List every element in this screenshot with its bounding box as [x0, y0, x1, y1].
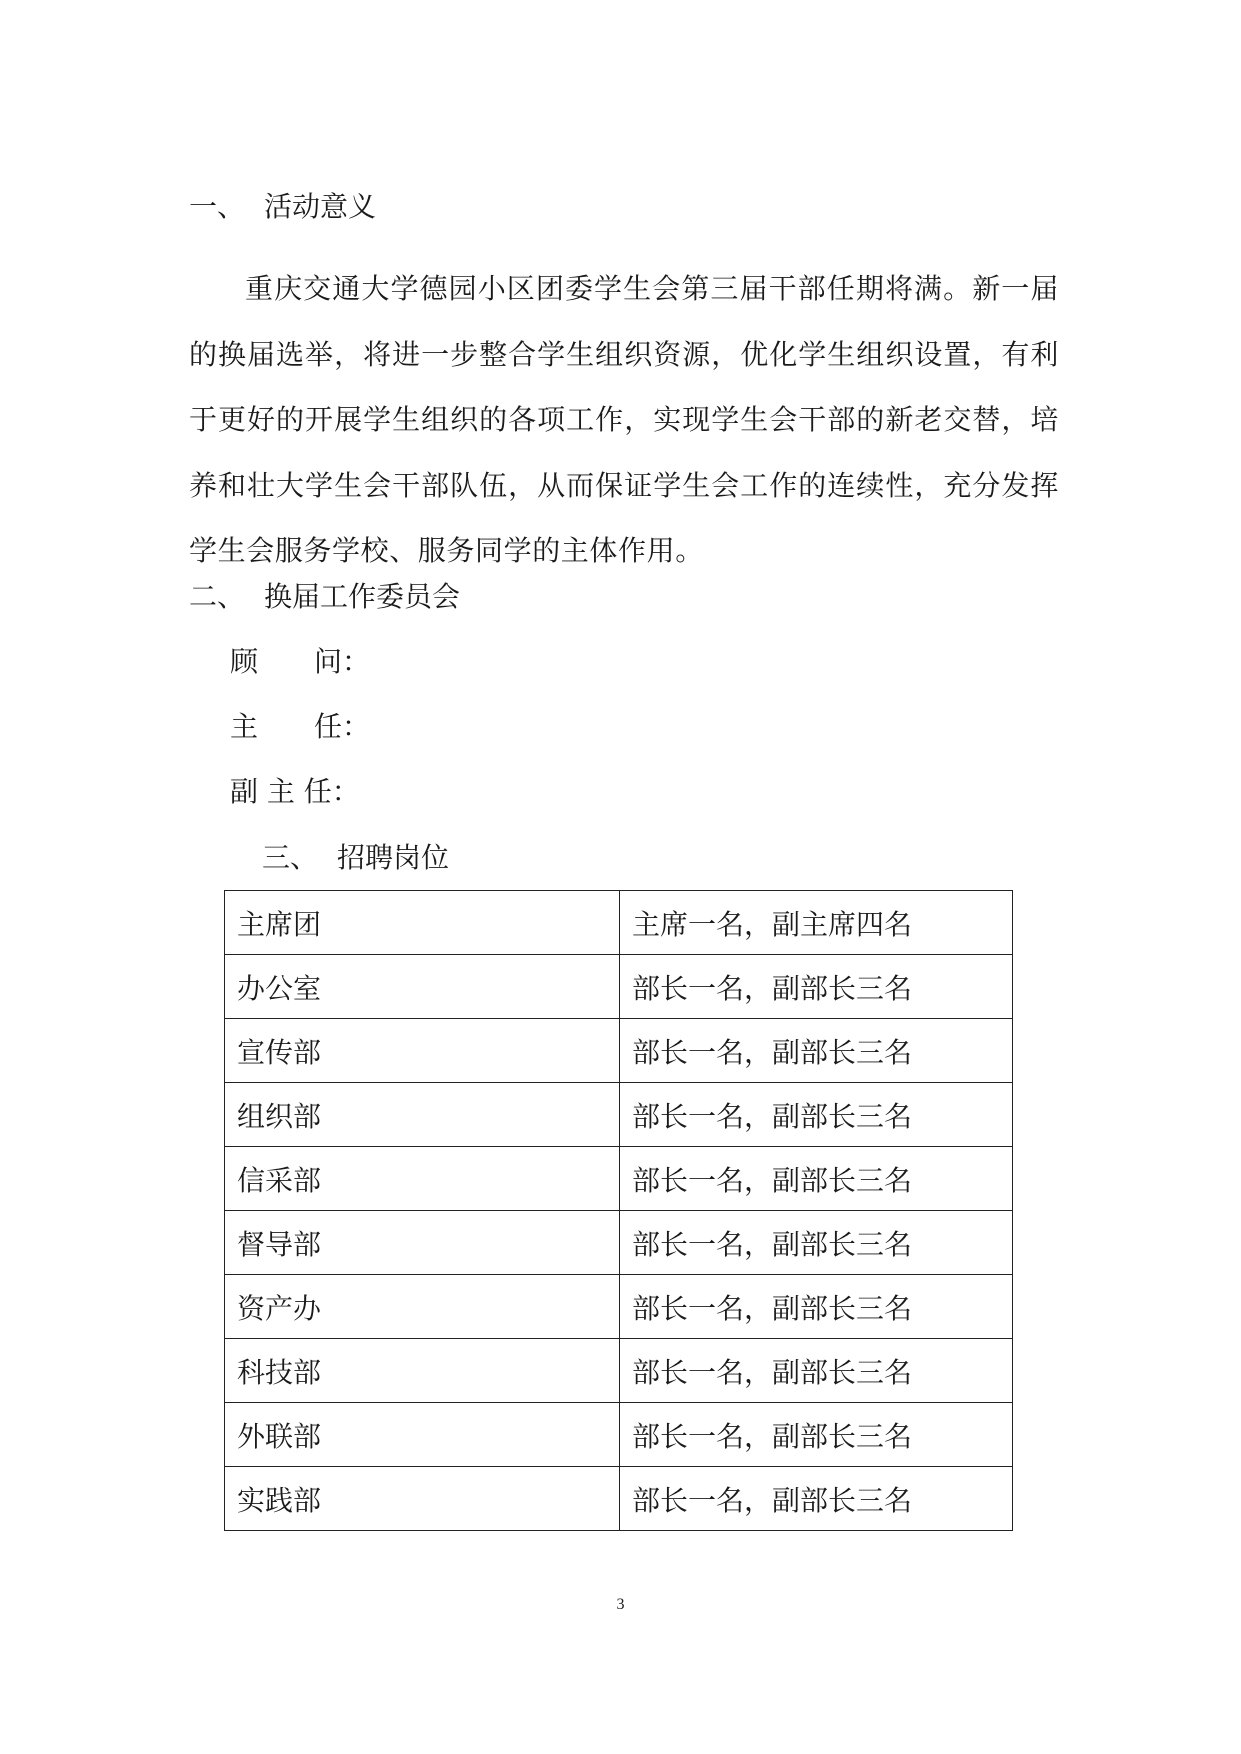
positions-cell: 部长一名，副部长三名 [620, 1147, 1013, 1211]
committee-advisor: 顾 问： [230, 645, 371, 678]
section-title: 换届工作委员会 [264, 580, 461, 613]
table-row [225, 1403, 1013, 1467]
positions-cell: 主席一名，副主席四名 [620, 891, 1013, 955]
section-title: 招聘岗位 [337, 841, 450, 874]
section-heading-3 [262, 841, 449, 875]
table-row [225, 891, 1013, 955]
body-paragraph: 重庆交通大学德园小区团委学生会第三届干部任期将满。新一届的换届选举，将进一步整合学生组织资源，优化学生组织设置，有利于更好的开展学生组织的各项工作，实现学生会干部的新老交替，培养和壮大学生会干部队伍，从而保证学生会工作的连续性，充分发挥学生会服务学校、服务同学的主体作用。 [189, 272, 1059, 567]
positions-cell: 部长一名，副部长三名 [620, 955, 1013, 1019]
section-number: 三、 [262, 841, 319, 874]
department-cell: 信采部 [225, 1147, 620, 1211]
department-cell: 组织部 [225, 1083, 620, 1147]
section-heading-2 [189, 580, 460, 614]
table-row [225, 1211, 1013, 1275]
positions-cell: 部长一名，副部长三名 [620, 1019, 1013, 1083]
positions-table [224, 890, 1013, 1531]
committee-deputy-director: 副 主 任： [230, 775, 360, 808]
positions-cell: 部长一名，副部长三名 [620, 1083, 1013, 1147]
section-title: 活动意义 [264, 190, 377, 223]
department-cell: 宣传部 [225, 1019, 620, 1083]
department-cell: 主席团 [225, 891, 620, 955]
table-row [225, 1147, 1013, 1211]
section-number: 二、 [189, 580, 246, 613]
positions-cell: 部长一名，副部长三名 [620, 1275, 1013, 1339]
table-row [225, 1467, 1013, 1531]
table-row [225, 1019, 1013, 1083]
positions-cell: 部长一名，副部长三名 [620, 1403, 1013, 1467]
page-number: 3 [616, 1596, 625, 1613]
department-cell: 科技部 [225, 1339, 620, 1403]
section-heading-1 [189, 190, 376, 224]
table-row [225, 1275, 1013, 1339]
section-number: 一、 [189, 190, 246, 223]
table-row [225, 1339, 1013, 1403]
department-cell: 实践部 [225, 1467, 620, 1531]
department-cell: 资产办 [225, 1275, 620, 1339]
department-cell: 督导部 [225, 1211, 620, 1275]
department-cell: 办公室 [225, 955, 620, 1019]
positions-cell: 部长一名，副部长三名 [620, 1339, 1013, 1403]
table-row [225, 955, 1013, 1019]
positions-cell: 部长一名，副部长三名 [620, 1211, 1013, 1275]
department-cell: 外联部 [225, 1403, 620, 1467]
table-row [225, 1083, 1013, 1147]
committee-director: 主 任： [230, 710, 371, 743]
positions-cell: 部长一名，副部长三名 [620, 1467, 1013, 1531]
